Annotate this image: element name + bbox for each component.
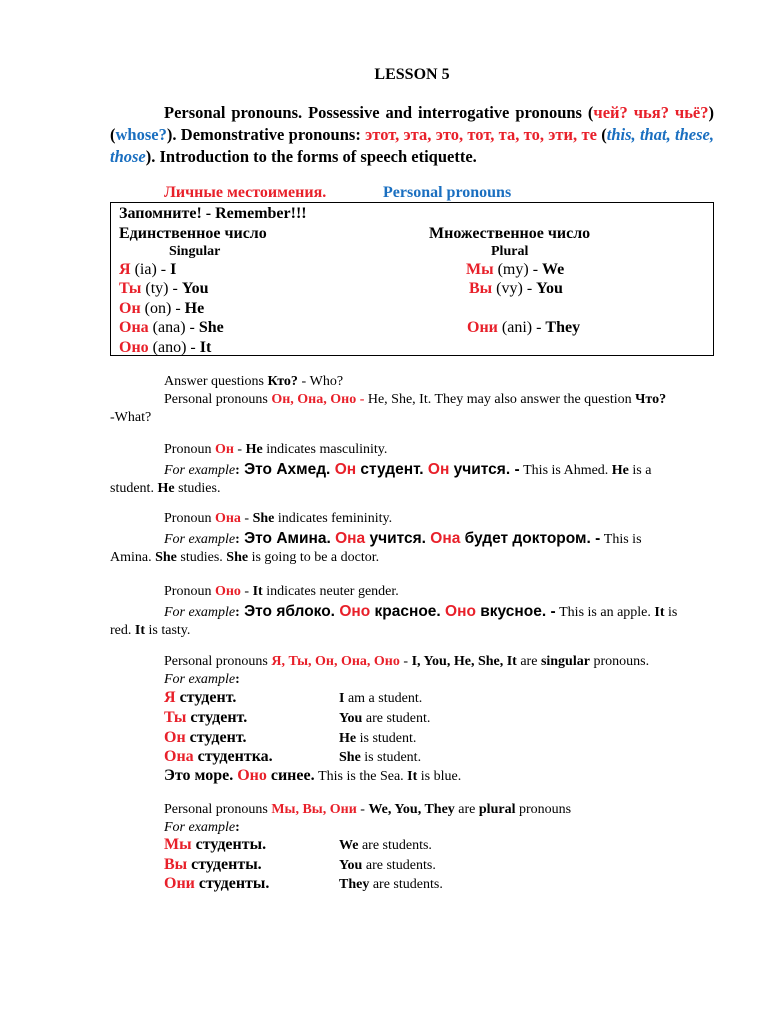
pronoun-ru: Вы <box>469 280 493 297</box>
singular-label: Singular <box>169 244 221 259</box>
example-ru-red: Оно <box>445 603 476 620</box>
pronoun-en: I <box>170 261 177 278</box>
text-ru-red: Я, Ты, Он, Она, Оно <box>271 654 400 669</box>
text: red. <box>110 623 135 638</box>
example-sea-row <box>164 767 461 785</box>
pronoun-translit: (vy) - <box>492 280 537 297</box>
pronoun-en: You <box>181 280 209 297</box>
text: - <box>233 442 246 457</box>
text: - <box>356 802 369 817</box>
text: indicates femininity. <box>274 511 393 526</box>
text-ru-red: Она <box>214 511 241 526</box>
pronoun-ru: Оно <box>119 339 149 356</box>
text-bold: He <box>611 463 629 478</box>
example-ru-red: Мы <box>164 836 192 853</box>
text-ru-red: Мы, Вы, Они <box>271 802 357 817</box>
example-ru-row <box>164 689 236 707</box>
text: Pronoun <box>164 584 215 599</box>
text-bold: singular <box>540 654 590 669</box>
intro-russian-interrogatives: чей? чья? чьё? <box>593 103 709 122</box>
text: are students. <box>362 858 436 873</box>
pronoun-row-you-plural <box>469 280 563 298</box>
example-ru-red: Она <box>335 530 366 547</box>
text: are <box>516 654 541 669</box>
text: is going to be a doctor. <box>248 550 380 565</box>
lesson-title: LESSON 5 <box>374 66 450 83</box>
text-bold: You <box>339 858 363 873</box>
text: are students. <box>358 838 432 853</box>
for-example-label: For example <box>164 820 236 835</box>
intro-text: ) ( <box>110 103 715 144</box>
pronoun-en: They <box>545 319 581 336</box>
answer-paragraph <box>110 373 714 427</box>
pronoun-en: You <box>536 280 563 297</box>
text-bold: He <box>339 731 357 746</box>
pronoun-en: We <box>542 261 565 278</box>
example-ru-row <box>164 856 262 874</box>
text: - <box>399 654 412 669</box>
text: is blue. <box>417 769 462 784</box>
plural-heading: Множественное число <box>429 225 591 242</box>
example-ru-red: Оно <box>339 603 371 620</box>
text-bold: She <box>226 550 249 565</box>
text: This is <box>600 532 642 547</box>
it-paragraph <box>110 583 714 640</box>
text: pronouns. <box>589 654 650 669</box>
text: He, She, It. They may also answer the question <box>364 392 636 407</box>
example-en-row <box>339 750 421 766</box>
text: student. <box>110 481 158 496</box>
example-ru: Это яблоко. <box>239 603 340 620</box>
text-bold: We <box>339 838 359 853</box>
example-ru: студент. <box>175 689 237 706</box>
example-ru: красное. <box>370 603 446 620</box>
text: pronouns <box>515 802 572 817</box>
text: : <box>235 820 240 835</box>
intro-text: ). Demonstrative pronouns: <box>166 125 366 144</box>
text-bold: It <box>654 605 665 620</box>
text: is student. <box>360 750 422 765</box>
for-example-label: For example <box>164 532 236 547</box>
pronoun-translit: (my) - <box>493 261 543 278</box>
plural-label: Plural <box>491 244 529 259</box>
intro-english-whose: whose? <box>115 125 167 144</box>
example-ru-red: Она <box>430 530 461 547</box>
text: Pronoun <box>164 511 215 526</box>
text: is tasty. <box>145 623 191 638</box>
text: Personal pronouns <box>164 654 272 669</box>
pronoun-table <box>110 202 714 356</box>
text-bold: She <box>155 550 177 565</box>
for-example-label: For example <box>164 463 236 478</box>
text: This is an apple. <box>555 605 655 620</box>
example-en-row <box>339 731 416 747</box>
intro-paragraph <box>110 102 714 168</box>
example-en-row <box>339 691 422 707</box>
example-ru-red: Ты <box>164 709 187 726</box>
pronoun-translit: (ty) - <box>141 280 182 297</box>
text-bold: He <box>245 442 263 457</box>
pronoun-ru: Он <box>119 300 141 317</box>
example-ru: студент. <box>356 461 428 478</box>
pronoun-ru: Мы <box>466 261 494 278</box>
example-ru-red: Они <box>164 875 195 892</box>
for-example-label: For example <box>164 605 236 620</box>
text-ru-bold: Что? <box>635 392 667 407</box>
he-paragraph <box>110 441 714 498</box>
text-bold: You <box>339 711 363 726</box>
for-example-label: For example <box>164 672 236 687</box>
example-ru: студентка. <box>193 748 273 765</box>
example-ru: студенты. <box>194 875 270 892</box>
pronoun-translit: (on) - <box>140 300 185 317</box>
text: - <box>240 511 253 526</box>
pronoun-translit: (ia) - <box>130 261 171 278</box>
example-ru-red: Он <box>164 729 186 746</box>
example-ru-row <box>164 729 246 747</box>
pronoun-ru: Они <box>467 319 498 336</box>
example-ru: Это Ахмед. <box>239 461 335 478</box>
pronoun-row-he <box>119 300 204 318</box>
example-ru-red: Она <box>164 748 194 765</box>
text: : <box>235 672 240 687</box>
example-ru-row <box>164 836 266 854</box>
example-ru-red: Он <box>334 461 357 478</box>
text-bold: She <box>339 750 361 765</box>
example-en-row <box>339 838 432 854</box>
singular-paragraph <box>110 653 714 689</box>
example-ru: студенты. <box>191 836 267 853</box>
text: indicates neuter gender. <box>262 584 399 599</box>
text: studies. <box>176 550 227 565</box>
pronoun-translit: (ana) - <box>148 319 199 336</box>
example-ru: будет доктором. - <box>460 530 601 547</box>
example-en-row <box>339 877 443 893</box>
text-bold: He <box>157 481 175 496</box>
text: Personal pronouns <box>164 802 272 817</box>
remember-line: Запомните! - Remember!!! <box>119 205 307 222</box>
intro-text: Personal pronouns. Possessive and interrogative pronouns ( <box>164 103 594 122</box>
text: - Who? <box>297 374 344 389</box>
text: Amina. <box>110 550 156 565</box>
text: : <box>235 605 240 620</box>
text: are <box>454 802 479 817</box>
pronoun-ru: Ты <box>119 280 142 297</box>
text: Personal pronouns <box>164 392 272 407</box>
example-ru-red: Он <box>427 461 450 478</box>
pronoun-en: It <box>199 339 212 356</box>
singular-heading: Единственное число <box>119 225 267 242</box>
pronoun-row-i <box>119 261 176 279</box>
text-bold: She <box>252 511 275 526</box>
text: am a student. <box>344 691 423 706</box>
example-ru-row <box>164 875 269 893</box>
text: Answer questions <box>164 374 268 389</box>
text: is <box>664 605 678 620</box>
text-bold: We, You, They <box>368 802 455 817</box>
heading-english: Personal pronouns <box>383 184 512 201</box>
example-ru: студент. <box>186 709 248 726</box>
pronoun-row-they <box>467 319 580 337</box>
pronoun-ru: Я <box>119 261 131 278</box>
text-bold: I, You, He, She, It <box>411 654 517 669</box>
plural-paragraph <box>110 801 714 837</box>
example-ru-red: Я <box>164 689 176 706</box>
example-ru-row <box>164 748 273 766</box>
example-ru: студент. <box>185 729 247 746</box>
pronoun-row-you <box>119 280 209 298</box>
example-ru-red: Вы <box>164 856 188 873</box>
example-ru-red: Оно <box>237 767 267 784</box>
text: - <box>240 584 253 599</box>
text-ru-red: Он <box>214 442 234 457</box>
text-ru-red: Он, Она, Оно - <box>271 392 365 407</box>
intro-text: ). Introduction to the forms of speech etiquette. <box>145 147 477 166</box>
pronoun-row-we <box>466 261 564 279</box>
text: are student. <box>362 711 431 726</box>
pronoun-row-it <box>119 339 211 357</box>
pronoun-ru: Она <box>119 319 149 336</box>
pronoun-en: He <box>184 300 205 317</box>
example-ru: Это море. <box>164 767 238 784</box>
pronoun-translit: (ano) - <box>148 339 200 356</box>
example-ru-row <box>164 709 247 727</box>
text: : <box>235 532 240 547</box>
text: is student. <box>356 731 417 746</box>
text-bold: It <box>407 769 418 784</box>
example-ru: учится. - <box>449 461 520 478</box>
text: This is the Sea. <box>314 769 408 784</box>
pronoun-translit: (ani) - <box>497 319 546 336</box>
intro-text: ( <box>596 125 607 144</box>
example-ru: Это Амина. <box>239 530 336 547</box>
text: indicates masculinity. <box>262 442 388 457</box>
text-bold: I <box>339 691 345 706</box>
text-bold: They <box>339 877 370 892</box>
heading-russian: Личные местоимения. <box>164 184 327 201</box>
text: -What? <box>110 410 152 425</box>
text-ru-bold: Кто? <box>267 374 298 389</box>
text-ru-red: Оно <box>214 584 241 599</box>
text-bold: It <box>252 584 263 599</box>
example-en-row <box>339 858 436 874</box>
pronoun-en: She <box>198 319 224 336</box>
intro-english-demonstratives: this, that, these, those <box>110 125 714 166</box>
intro-russian-demonstratives: этот, эта, это, тот, та, то, эти, те <box>365 125 597 144</box>
example-ru: вкусное. - <box>475 603 556 620</box>
text: This is Ahmed. <box>519 463 612 478</box>
example-ru: учится. <box>365 530 431 547</box>
example-en-row <box>339 711 430 727</box>
text: studies. <box>174 481 221 496</box>
pronoun-row-she <box>119 319 224 337</box>
text: : <box>235 463 240 478</box>
text: are students. <box>369 877 443 892</box>
example-ru: синее. <box>266 767 315 784</box>
example-ru: студенты. <box>187 856 262 873</box>
text-bold: It <box>134 623 146 638</box>
text-bold: plural <box>478 802 516 817</box>
text: is a <box>628 463 652 478</box>
she-paragraph <box>110 510 714 567</box>
text: Pronoun <box>164 442 215 457</box>
